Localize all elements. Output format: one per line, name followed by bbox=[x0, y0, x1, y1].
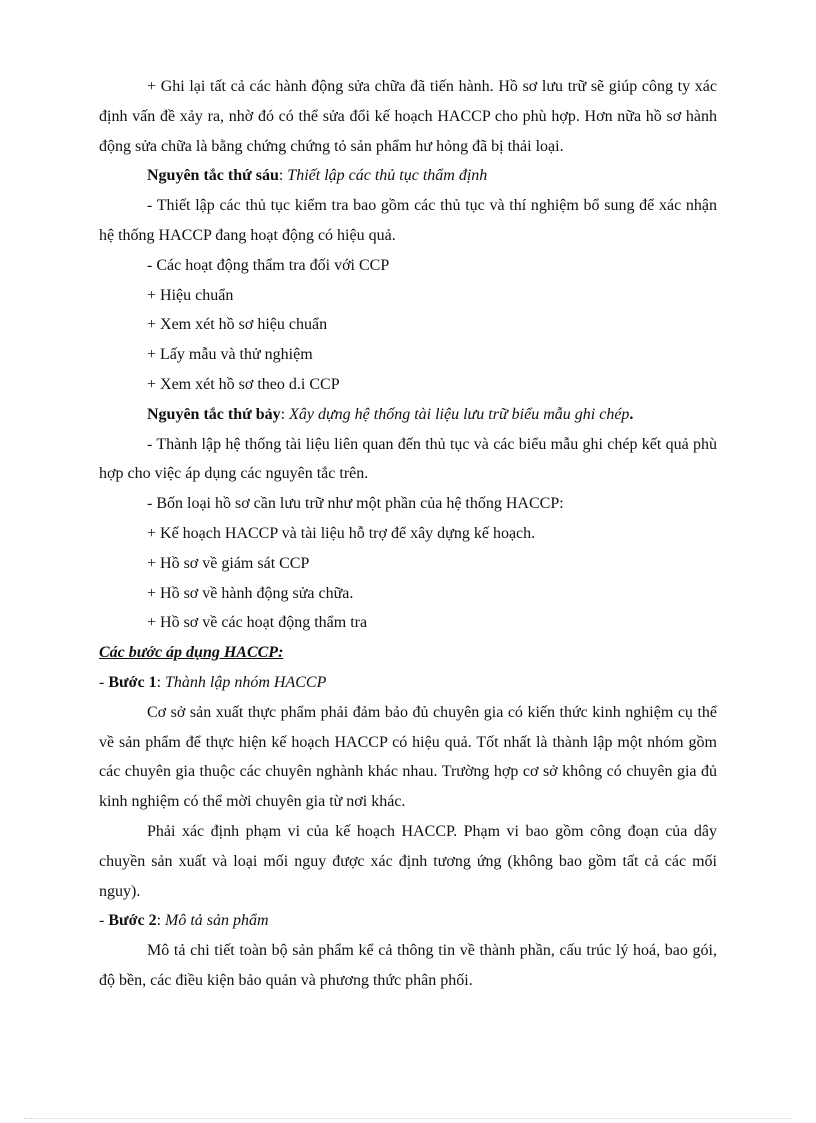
section-heading-text: Các bước áp dụng HACCP: bbox=[99, 644, 284, 662]
list-item: + Kế hoạch HACCP và tài liệu hỗ trợ để xây dựng kế hoạch. bbox=[147, 524, 536, 542]
paragraph-verification: - Thiết lập các thủ tục kiểm tra bao gồm các thủ tục và thí nghiệm bổ sung để xác nhận hệ thống HACCP đang hoạt động có hiệu quả. bbox=[99, 197, 717, 244]
step-1-label: Bước 1 bbox=[108, 673, 157, 691]
principle-7-label: Nguyên tắc thứ bảy bbox=[147, 405, 281, 423]
paragraph-documentation: - Thành lập hệ thống tài liệu liên quan đến thủ tục và các biểu mẫu ghi chép kết quả phù hợp cho việc áp dụng các nguyên tắc trên. bbox=[99, 435, 717, 483]
step-2-title: Mô tả sản phẩm bbox=[165, 912, 269, 930]
section-heading bbox=[99, 638, 717, 668]
principle-6-sep: : bbox=[278, 167, 288, 185]
principle-7-sep: : bbox=[280, 405, 290, 423]
step-2-sep: : bbox=[156, 912, 166, 930]
principle-7-end: . bbox=[629, 405, 634, 423]
step-1-prefix: - bbox=[99, 673, 109, 691]
step-1-sep: : bbox=[156, 673, 166, 691]
paragraph-product-description: Mô tả chi tiết toàn bộ sản phẩm kể cả thông tin về thành phần, cấu trúc lý hoá, bao gói, độ bền, các điều kiện bảo quản và phương thức phân phối. bbox=[99, 942, 717, 989]
list-item: + Hồ sơ về hành động sửa chữa. bbox=[147, 584, 354, 602]
step-2-prefix: - bbox=[99, 912, 109, 930]
list-item: + Hồ sơ về các hoạt động thẩm tra bbox=[147, 614, 368, 632]
paragraph-corrective-records: + Ghi lại tất cả các hành động sửa chữa đã tiến hành. Hồ sơ lưu trữ sẽ giúp công ty xác định vấn đề xảy ra, nhờ đó có thể sửa đổi kế hoạch HACCP cho phù hợp. Hơn nữa hồ sơ hành động sửa chữa là bằng chứng chứng tỏ sản phẩm hư hỏng đã bị thải loại. bbox=[99, 78, 717, 155]
page-bottom-divider bbox=[24, 1118, 792, 1119]
principle-6-label: Nguyên tắc thứ sáu bbox=[147, 167, 279, 185]
step-2-line bbox=[99, 906, 717, 936]
list-item: + Xem xét hồ sơ theo d.i CCP bbox=[147, 375, 340, 393]
document-body bbox=[99, 72, 717, 996]
step-2-label: Bước 2 bbox=[108, 912, 157, 930]
paragraph-scope: Phải xác định phạm vi của kế hoạch HACCP. Phạm vi bao gồm công đoạn của dây chuyền sản xuất và loại mối nguy được xác định tương ứng (không bao gồm tất cả các mối nguy). bbox=[99, 822, 717, 900]
list-item: + Xem xét hồ sơ hiệu chuẩn bbox=[147, 316, 328, 334]
list-item: - Các hoạt động thẩm tra đối với CCP bbox=[147, 256, 390, 274]
principle-6-line bbox=[99, 161, 717, 191]
principle-6-title: Thiết lập các thủ tục thẩm định bbox=[287, 167, 488, 185]
list-item: - Bốn loại hồ sơ cần lưu trữ như một phần của hệ thống HACCP: bbox=[147, 495, 564, 513]
principle-7-title: Xây dựng hệ thống tài liệu lưu trữ biểu mẫu ghi chép bbox=[289, 405, 630, 423]
list-item: + Hồ sơ về giám sát CCP bbox=[147, 554, 310, 572]
step-1-title: Thành lập nhóm HACCP bbox=[165, 673, 327, 691]
principle-7-line bbox=[99, 400, 717, 430]
paragraph-team: Cơ sở sản xuất thực phẩm phải đảm bảo đủ chuyên gia có kiến thức kinh nghiệm cụ thể về sản phẩm để thực hiện kế hoạch HACCP có hiệu quả. Tốt nhất là thành lập một nhóm gồm các chuyên gia thuộc các chuyên nghành khác nhau. Trường hợp cơ sở không có chuyên gia đủ kinh nghiệm có thể mời chuyên gia từ nơi khác. bbox=[99, 703, 717, 811]
list-item: + Hiệu chuẩn bbox=[147, 286, 234, 304]
list-item: + Lấy mẫu và thử nghiệm bbox=[147, 346, 313, 364]
step-1-line bbox=[99, 668, 717, 698]
